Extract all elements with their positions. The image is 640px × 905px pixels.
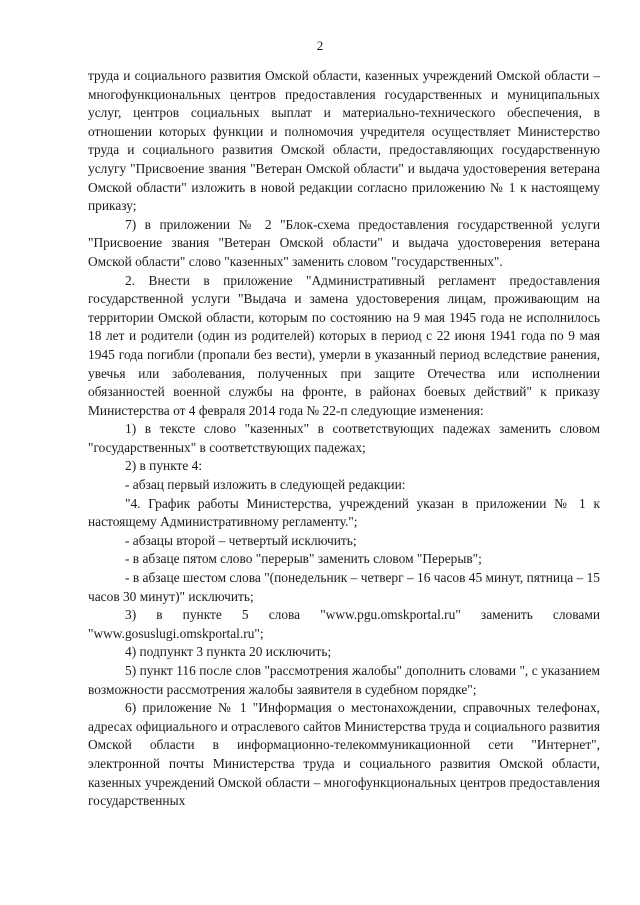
paragraph-bullet-sixth: - в абзаце шестом слова "(понедельник – четверг – 16 часов 45 минут, пятница – 15 часов 30 минут)" исключить; xyxy=(88,570,600,604)
paragraph-bullet-first: - абзац первый изложить в следующей редакции: xyxy=(125,477,406,493)
paragraph-subitem-4: 4) подпункт 3 пункта 20 исключить; xyxy=(125,644,332,660)
paragraph-subitem-2: 2) в пункте 4: xyxy=(125,458,203,474)
paragraph-subitem-3: 3) в пункте 5 слова "www.pgu.omskportal.ru" заменить словами "www.gosuslugi.omskportal.ru"; xyxy=(88,607,600,641)
paragraph-quote-item-4: "4. График работы Министерства, учреждений указан в приложении № 1 к настоящему Административному регламенту."; xyxy=(88,495,600,530)
paragraph-subitem-1: 1) в тексте слово "казенных" в соответствующих падежах заменить словом "государственных" в соответствующих падежах; xyxy=(88,421,600,455)
paragraph-subitem-5: 5) пункт 116 после слов "рассмотрения жалобы" дополнить словами ", с указанием возможности рассмотрения жалобы заявителя в судебном порядке"; xyxy=(88,663,600,697)
paragraph-item-7: 7) в приложении № 2 "Блок-схема предоставления государственной услуги "Присвоение звания "Ветеран Омской области" и выдача удостоверения ветерана Омской области" слово "казенных" заменить словом "государственных". xyxy=(88,216,600,269)
document-body xyxy=(88,67,600,811)
page-number: 2 xyxy=(316,38,324,53)
paragraph-continuation: труда и социального развития Омской области, казенных учреждений Омской области – многофункциональных центров предоставления государственных и муниципальных услуг, центров социальных выплат и материально-технического обеспечения, в отношении которых функции и полномочия учредителя осуществляет Министерство труда и социального развития Омской области, предоставляющих государственную услугу "Присвоение звания "Ветеран Омской области" и выдача удостоверения ветерана Омской области" изложить в новой редакции согласно приложению № 1 к настоящему приказу; xyxy=(88,68,600,214)
paragraph-bullet-fifth: - в абзаце пятом слово "перерыв" заменить словом "Перерыв"; xyxy=(125,551,482,567)
paragraph-subitem-6: 6) приложение № 1 "Информация о местонахождении, справочных телефонах, адресах официального и отраслевого сайтов Министерства труда и социального развития Омской области в информационно-телекоммуникационной сети "Интернет", электронной почты Министерства труда и социального развития Омской области, казенных учреждений Омской области – многофункциональных центров предоставления государственных xyxy=(88,700,600,809)
paragraph-section-2: 2. Внести в приложение "Административный регламент предоставления государственной услуги "Выдача и замена удостоверения лицам, проживающим на территории Омской области, которым по состоянию на 9 мая 1945 года не исполнилось 18 лет и родители (один из родителей) которых в период с 22 июня 1941 года по 9 мая 1945 года погибли (пропали без вести), умерли в указанный период вследствие ранения, увечья или заболевания, полученных при защите Отечества или исполнении обязанностей военной службы на фронте, в районах боевых действий" к приказу Министерства от 4 февраля 2014 года № 22-п следующие изменения: xyxy=(88,272,600,418)
paragraph-bullet-second: - абзацы второй – четвертый исключить; xyxy=(125,532,357,548)
